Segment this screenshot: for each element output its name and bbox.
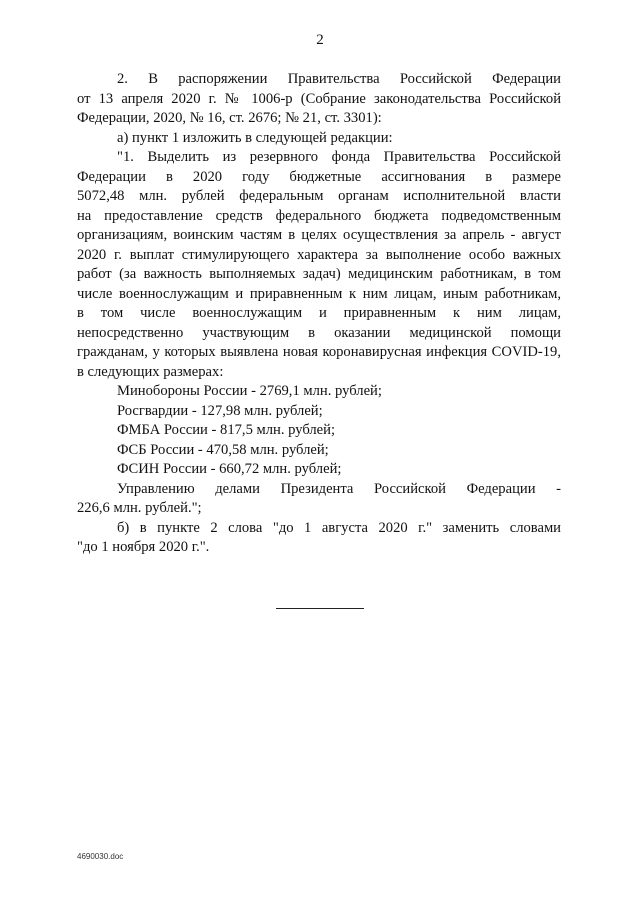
- text-line: организациям, воинским частям в целях осуществления за апрель - август: [77, 227, 561, 243]
- text-line: работ (за важность выполняемых задач) медицинским работникам, в том: [77, 266, 561, 282]
- text-line: в следующих размерах:: [77, 363, 224, 380]
- text-line: 2020 г. выплат стимулирующего характера за выполнение особо важных: [77, 246, 561, 263]
- text-line: 5072,48 млн. рублей федеральным органам исполнительной власти: [77, 188, 561, 204]
- text-line: Росгвардии - 127,98 млн. рублей;: [117, 402, 323, 419]
- text-line: а) пункт 1 изложить в следующей редакции:: [117, 129, 393, 146]
- text-line: 2. В распоряжении Правительства Российской Федерации: [117, 71, 561, 87]
- text-line: "до 1 ноября 2020 г.".: [77, 539, 210, 555]
- text-line: ФСИН России - 660,72 млн. рублей;: [117, 461, 342, 477]
- text-line: Управлению делами Президента Российской Федерации -: [117, 480, 561, 497]
- document-file-code: 4690030.doc: [77, 852, 124, 861]
- text-line: ФМБА России - 817,5 млн. рублей;: [117, 422, 336, 438]
- text-line: на предоставление средств федерального бюджета подведомственным: [77, 207, 561, 224]
- text-line: числе военнослужащим и приравненным к ним лицам, иным работникам,: [77, 285, 561, 302]
- document-body: [77, 70, 561, 558]
- text-line: Федерации в 2020 году бюджетные ассигнования в размере: [77, 168, 561, 185]
- text-line: ФСБ России - 470,58 млн. рублей;: [117, 441, 329, 458]
- text-line: гражданам, у которых выявлена новая коронавирусная инфекция COVID-19,: [77, 344, 561, 360]
- text-line: непосредственно участвующим в оказании медицинской помощи: [77, 324, 561, 341]
- text-line: от 13 апреля 2020 г. № 1006-р (Собрание законодательства Российской: [77, 90, 561, 107]
- end-divider: [276, 608, 364, 609]
- page-number: 2: [316, 32, 324, 48]
- text-line: б) в пункте 2 слова "до 1 августа 2020 г." заменить словами: [117, 519, 561, 536]
- text-line: в том числе военнослужащим и приравненным к ним лицам,: [77, 305, 561, 321]
- text-line: Федерации, 2020, № 16, ст. 2676; № 21, ст. 3301):: [77, 110, 382, 126]
- text-line: Минобороны России - 2769,1 млн. рублей;: [117, 383, 382, 399]
- text-line: 226,6 млн. рублей.";: [77, 500, 202, 516]
- text-line: "1. Выделить из резервного фонда Правительства Российской: [117, 149, 561, 165]
